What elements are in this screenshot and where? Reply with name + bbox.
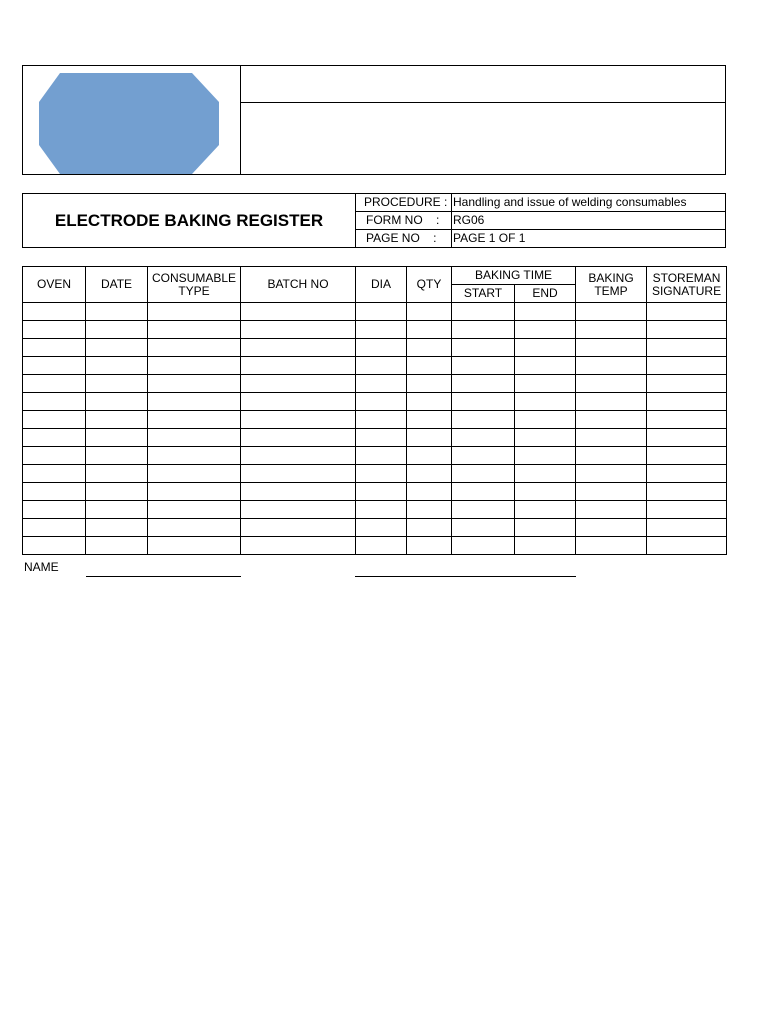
table-cell[interactable] — [407, 519, 452, 537]
table-cell[interactable] — [647, 465, 727, 483]
table-cell[interactable] — [23, 375, 86, 393]
table-cell[interactable] — [86, 321, 148, 339]
table-cell[interactable] — [356, 303, 407, 321]
table-cell[interactable] — [515, 339, 576, 357]
table-cell[interactable] — [356, 537, 407, 555]
form-no-label: FORM NO : — [366, 213, 440, 227]
table-cell[interactable] — [148, 447, 241, 465]
table-row — [23, 519, 727, 537]
table-cell[interactable] — [407, 537, 452, 555]
table-cell[interactable] — [515, 465, 576, 483]
table-row — [23, 501, 727, 519]
table-cell[interactable] — [356, 519, 407, 537]
table-cell[interactable] — [148, 537, 241, 555]
company-logo-octagon — [38, 72, 220, 175]
table-cell[interactable] — [86, 537, 148, 555]
table-cell[interactable] — [241, 393, 356, 411]
table-cell[interactable] — [356, 483, 407, 501]
table-cell[interactable] — [452, 339, 515, 357]
table-row — [23, 393, 727, 411]
table-cell[interactable] — [515, 501, 576, 519]
table-cell[interactable] — [576, 537, 647, 555]
header-blank-divider — [240, 102, 726, 103]
table-cell[interactable] — [148, 375, 241, 393]
table-cell[interactable] — [515, 393, 576, 411]
table-cell[interactable] — [241, 519, 356, 537]
table-cell[interactable] — [576, 483, 647, 501]
table-cell[interactable] — [241, 537, 356, 555]
table-cell[interactable] — [647, 447, 727, 465]
table-cell[interactable] — [23, 537, 86, 555]
col-end: END — [515, 285, 576, 303]
page-title: ELECTRODE BAKING REGISTER — [54, 210, 324, 230]
table-cell[interactable] — [23, 429, 86, 447]
table-cell[interactable] — [576, 303, 647, 321]
table-cell[interactable] — [23, 519, 86, 537]
table-cell[interactable] — [407, 483, 452, 501]
table-cell[interactable] — [576, 375, 647, 393]
table-cell[interactable] — [576, 519, 647, 537]
table-cell[interactable] — [407, 303, 452, 321]
table-cell[interactable] — [515, 411, 576, 429]
table-cell[interactable] — [452, 501, 515, 519]
table-cell[interactable] — [452, 375, 515, 393]
title-divider — [355, 193, 356, 248]
table-cell[interactable] — [241, 339, 356, 357]
name-label: NAME — [24, 560, 59, 574]
table-cell[interactable] — [576, 447, 647, 465]
col-oven: OVEN — [23, 267, 86, 303]
table-cell[interactable] — [407, 339, 452, 357]
table-row — [23, 339, 727, 357]
col-baking-temp: BAKING TEMP — [576, 267, 647, 303]
table-cell[interactable] — [86, 303, 148, 321]
table-cell[interactable] — [515, 429, 576, 447]
table-cell[interactable] — [407, 321, 452, 339]
table-cell[interactable] — [452, 447, 515, 465]
page-no-value: PAGE 1 OF 1 — [453, 231, 526, 245]
procedure-label: PROCEDURE : — [364, 195, 448, 209]
table-cell[interactable] — [452, 321, 515, 339]
col-batch-no: BATCH NO — [241, 267, 356, 303]
table-cell[interactable] — [148, 357, 241, 375]
table-cell[interactable] — [148, 393, 241, 411]
table-cell[interactable] — [647, 375, 727, 393]
table-row — [23, 537, 727, 555]
table-cell[interactable] — [241, 303, 356, 321]
table-cell[interactable] — [23, 411, 86, 429]
procedure-value: Handling and issue of welding consumables — [453, 195, 687, 209]
table-row — [23, 465, 727, 483]
table-cell[interactable] — [452, 483, 515, 501]
table-cell[interactable] — [23, 357, 86, 375]
table-cell[interactable] — [86, 357, 148, 375]
col-start: START — [452, 285, 515, 303]
table-cell[interactable] — [515, 447, 576, 465]
table-cell[interactable] — [647, 519, 727, 537]
table-cell[interactable] — [86, 501, 148, 519]
table-cell[interactable] — [452, 393, 515, 411]
table-row — [23, 321, 727, 339]
col-baking-time: BAKING TIME — [452, 267, 576, 285]
table-cell[interactable] — [356, 393, 407, 411]
table-cell[interactable] — [407, 357, 452, 375]
table-cell[interactable] — [515, 483, 576, 501]
table-row — [23, 411, 727, 429]
table-cell[interactable] — [407, 501, 452, 519]
table-cell[interactable] — [86, 483, 148, 501]
col-qty: QTY — [407, 267, 452, 303]
table-cell[interactable] — [148, 429, 241, 447]
table-cell[interactable] — [576, 411, 647, 429]
table-cell[interactable] — [515, 357, 576, 375]
table-cell[interactable] — [356, 375, 407, 393]
table-cell[interactable] — [407, 429, 452, 447]
name-signature-line[interactable] — [86, 576, 241, 577]
table-cell[interactable] — [356, 429, 407, 447]
table-row — [23, 429, 727, 447]
table-cell[interactable] — [241, 429, 356, 447]
logo-shape — [39, 73, 219, 174]
table-cell[interactable] — [241, 357, 356, 375]
table-cell[interactable] — [356, 465, 407, 483]
table-row — [23, 447, 727, 465]
table-cell[interactable] — [23, 483, 86, 501]
table-cell[interactable] — [576, 339, 647, 357]
baking-register-table — [22, 266, 727, 555]
table-cell[interactable] — [576, 321, 647, 339]
table-cell[interactable] — [515, 321, 576, 339]
second-signature-line[interactable] — [355, 576, 576, 577]
table-row — [23, 483, 727, 501]
table-cell[interactable] — [241, 465, 356, 483]
table-cell[interactable] — [647, 501, 727, 519]
table-row — [23, 357, 727, 375]
table-cell[interactable] — [86, 375, 148, 393]
table-cell[interactable] — [86, 447, 148, 465]
table-cell[interactable] — [23, 501, 86, 519]
table-cell[interactable] — [356, 321, 407, 339]
meta-divider — [451, 193, 452, 248]
table-cell[interactable] — [356, 501, 407, 519]
table-cell[interactable] — [23, 339, 86, 357]
table-cell[interactable] — [452, 303, 515, 321]
table-cell[interactable] — [356, 339, 407, 357]
table-cell[interactable] — [356, 357, 407, 375]
col-storeman-signature: STOREMAN SIGNATURE — [647, 267, 727, 303]
table-cell[interactable] — [356, 447, 407, 465]
table-cell[interactable] — [647, 321, 727, 339]
table-row — [23, 303, 727, 321]
table-cell[interactable] — [576, 357, 647, 375]
table-cell[interactable] — [647, 393, 727, 411]
table-cell[interactable] — [148, 465, 241, 483]
table-cell[interactable] — [452, 357, 515, 375]
table-cell[interactable] — [86, 429, 148, 447]
table-cell[interactable] — [407, 393, 452, 411]
table-cell[interactable] — [241, 501, 356, 519]
table-cell[interactable] — [86, 519, 148, 537]
register-rows — [23, 303, 727, 555]
table-cell[interactable] — [23, 465, 86, 483]
table-cell[interactable] — [148, 501, 241, 519]
table-cell[interactable] — [407, 411, 452, 429]
table-cell[interactable] — [576, 393, 647, 411]
table-cell[interactable] — [407, 447, 452, 465]
table-cell[interactable] — [86, 393, 148, 411]
table-cell[interactable] — [407, 375, 452, 393]
table-cell[interactable] — [576, 501, 647, 519]
table-cell[interactable] — [576, 465, 647, 483]
table-cell[interactable] — [148, 483, 241, 501]
table-cell[interactable] — [647, 303, 727, 321]
table-cell[interactable] — [23, 303, 86, 321]
table-cell[interactable] — [647, 339, 727, 357]
table-cell[interactable] — [452, 465, 515, 483]
page-no-label: PAGE NO : — [366, 231, 437, 245]
table-cell[interactable] — [241, 411, 356, 429]
table-cell[interactable] — [86, 465, 148, 483]
table-cell[interactable] — [241, 447, 356, 465]
table-cell[interactable] — [452, 429, 515, 447]
table-cell[interactable] — [407, 465, 452, 483]
table-cell[interactable] — [647, 411, 727, 429]
table-cell[interactable] — [647, 537, 727, 555]
col-dia: DIA — [356, 267, 407, 303]
table-cell[interactable] — [148, 303, 241, 321]
table-cell[interactable] — [86, 411, 148, 429]
table-cell[interactable] — [241, 375, 356, 393]
col-date: DATE — [86, 267, 148, 303]
table-cell[interactable] — [452, 537, 515, 555]
table-cell[interactable] — [23, 447, 86, 465]
table-cell[interactable] — [23, 321, 86, 339]
table-cell[interactable] — [647, 483, 727, 501]
table-cell[interactable] — [647, 357, 727, 375]
table-cell[interactable] — [515, 519, 576, 537]
table-cell[interactable] — [452, 411, 515, 429]
table-cell[interactable] — [23, 393, 86, 411]
col-consumable-type: CONSUMABLE TYPE — [148, 267, 241, 303]
table-cell[interactable] — [356, 411, 407, 429]
table-cell[interactable] — [148, 339, 241, 357]
form-no-value: RG06 — [453, 213, 485, 227]
table-row — [23, 375, 727, 393]
table-cell[interactable] — [148, 411, 241, 429]
table-cell[interactable] — [452, 519, 515, 537]
table-cell[interactable] — [148, 519, 241, 537]
table-cell[interactable] — [148, 321, 241, 339]
table-cell[interactable] — [241, 483, 356, 501]
table-cell[interactable] — [515, 303, 576, 321]
table-cell[interactable] — [515, 375, 576, 393]
table-cell[interactable] — [576, 429, 647, 447]
logo-divider — [240, 65, 241, 175]
table-cell[interactable] — [515, 537, 576, 555]
table-cell[interactable] — [241, 321, 356, 339]
table-cell[interactable] — [647, 429, 727, 447]
table-cell[interactable] — [86, 339, 148, 357]
